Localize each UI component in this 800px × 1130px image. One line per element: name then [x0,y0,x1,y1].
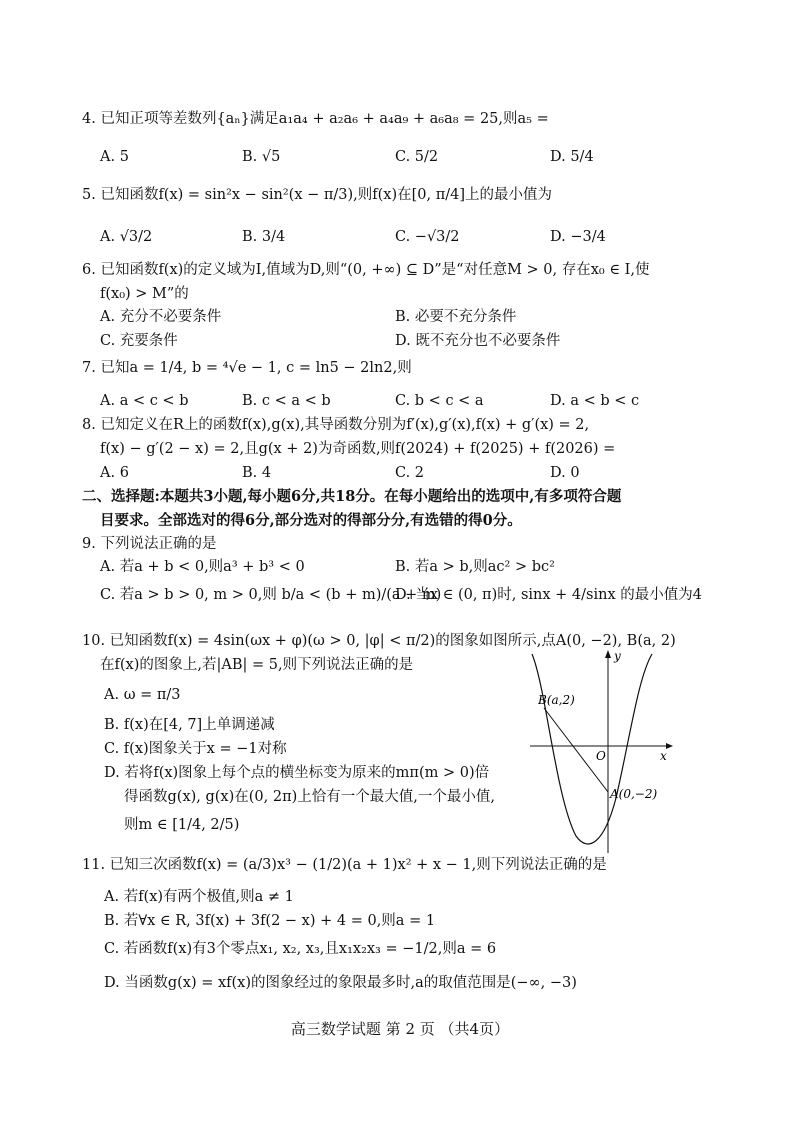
q6-option-c: C. 充要条件 [100,333,178,349]
section-2-header-line1: 二、选择题:本题共3小题,每小题6分,共18分。在每小题给出的选项中,有多项符合题 [82,488,622,505]
q7-option-d: D. a < b < c [550,393,640,409]
label-y: y [614,649,621,663]
q8-option-c: C. 2 [395,465,425,481]
q7-stem: 7. 已知a = 1/4, b = ⁴√e − 1, c = ln5 − 2ln2,则 [82,360,412,376]
sine-curve [532,654,652,844]
q10-option-b: B. f(x)在[4, 7]上单调递减 [104,717,275,733]
q10-option-d-line3: 则m ∈ [1/4, 2/5) [124,817,240,833]
x-axis-arrow-icon [666,743,673,749]
q4-option-d: D. 5/4 [550,149,594,165]
q11-option-d: D. 当函数g(x) = xf(x)的图象经过的象限最多时,a的取值范围是(−∞, −3) [104,975,577,991]
q11-stem: 11. 已知三次函数f(x) = (a/3)x³ − (1/2)(a + 1)x² + x − 1,则下列说法正确的是 [82,857,607,873]
section-2-header-line2: 目要求。全部选对的得6分,部分选对的得部分分,有选错的得0分。 [100,512,522,529]
label-x: x [660,749,667,763]
q10-function-graph [526,648,676,858]
q9-option-b: B. 若a > b,则ac² > bc² [395,559,555,575]
q6-stem-line1: 6. 已知函数f(x)的定义域为I,值域为D,则“(0, +∞) ⊆ D”是“对任意M > 0, 存在x₀ ∈ I,使 [82,262,650,278]
q10-option-c: C. f(x)图象关于x = −1对称 [104,741,287,757]
y-axis-arrow-icon [605,650,611,658]
q9-stem: 9. 下列说法正确的是 [82,536,217,552]
q8-option-d: D. 0 [550,465,580,481]
q5-option-c: C. −√3/2 [395,229,460,245]
q7-option-b: B. c < a < b [242,393,331,409]
q6-option-a: A. 充分不必要条件 [100,309,222,325]
q9-option-c: C. 若a > b > 0, m > 0,则 b/a < (b + m)/(a + m) [100,587,442,603]
q8-option-b: B. 4 [242,465,272,481]
q6-stem-line2: f(x₀) > M”的 [100,286,189,302]
page-footer: 高三数学试题 第 2 页 （共4页） [290,1020,510,1038]
q7-option-c: C. b < c < a [395,393,484,409]
label-origin: O [596,749,606,763]
q8-stem-line1: 8. 已知定义在R上的函数f(x),g(x),其导函数分别为f′(x),g′(x),f(x) + g′(x) = 2, [82,417,590,433]
q10-option-d: D. 若将f(x)图象上每个点的横坐标变为原来的mπ(m > 0)倍 [104,765,490,781]
q8-stem-line2: f(x) − g′(2 − x) = 2,且g(x + 2)为奇函数,则f(2024) + f(2025) + f(2026) = [100,441,616,457]
q6-option-b: B. 必要不充分条件 [395,309,517,325]
q5-stem: 5. 已知函数f(x) = sin²x − sin²(x − π/3),则f(x)在[0, π/4]上的最小值为 [82,187,553,203]
q11-option-a: A. 若f(x)有两个极值,则a ≠ 1 [104,889,294,905]
q7-option-a: A. a < c < b [100,393,189,409]
q4-option-a: A. 5 [100,149,129,165]
q10-option-d-line2: 得函数g(x), g(x)在(0, 2π)上恰有一个最大值,一个最小值, [124,789,495,805]
q5-option-a: A. √3/2 [100,229,153,245]
q4-stem: 4. 已知正项等差数列{aₙ}满足a₁a₄ + a₂a₆ + a₄a₉ + a₆a₈ = 25,则a₅ = [82,111,549,127]
q10-stem-line2: 在f(x)的图象上,若|AB| = 5,则下列说法正确的是 [100,657,414,673]
q6-option-d: D. 既不充分也不必要条件 [395,333,561,349]
q9-option-a: A. 若a + b < 0,则a³ + b³ < 0 [100,559,305,575]
q8-option-a: A. 6 [100,465,129,481]
q5-option-d: D. −3/4 [550,229,606,245]
label-point-b: B(a,2) [538,693,575,707]
q11-option-b: B. 若∀x ∈ R, 3f(x) + 3f(2 − x) + 4 = 0,则a = 1 [104,913,436,929]
q10-option-a: A. ω = π/3 [104,687,181,703]
q5-option-b: B. 3/4 [242,229,286,245]
q9-option-d: D. 当x ∈ (0, π)时, sinx + 4/sinx 的最小值为4 [395,587,702,603]
label-point-a: A(0,−2) [610,787,658,801]
q4-option-c: C. 5/2 [395,149,439,165]
q11-option-c: C. 若函数f(x)有3个零点x₁, x₂, x₃,且x₁x₂x₃ = −1/2,则a = 6 [104,941,497,957]
q4-option-b: B. √5 [242,149,281,165]
q10-stem-line1: 10. 已知函数f(x) = 4sin(ωx + φ)(ω > 0, |φ| < π/2)的图象如图所示,点A(0, −2), B(a, 2) [82,633,676,649]
